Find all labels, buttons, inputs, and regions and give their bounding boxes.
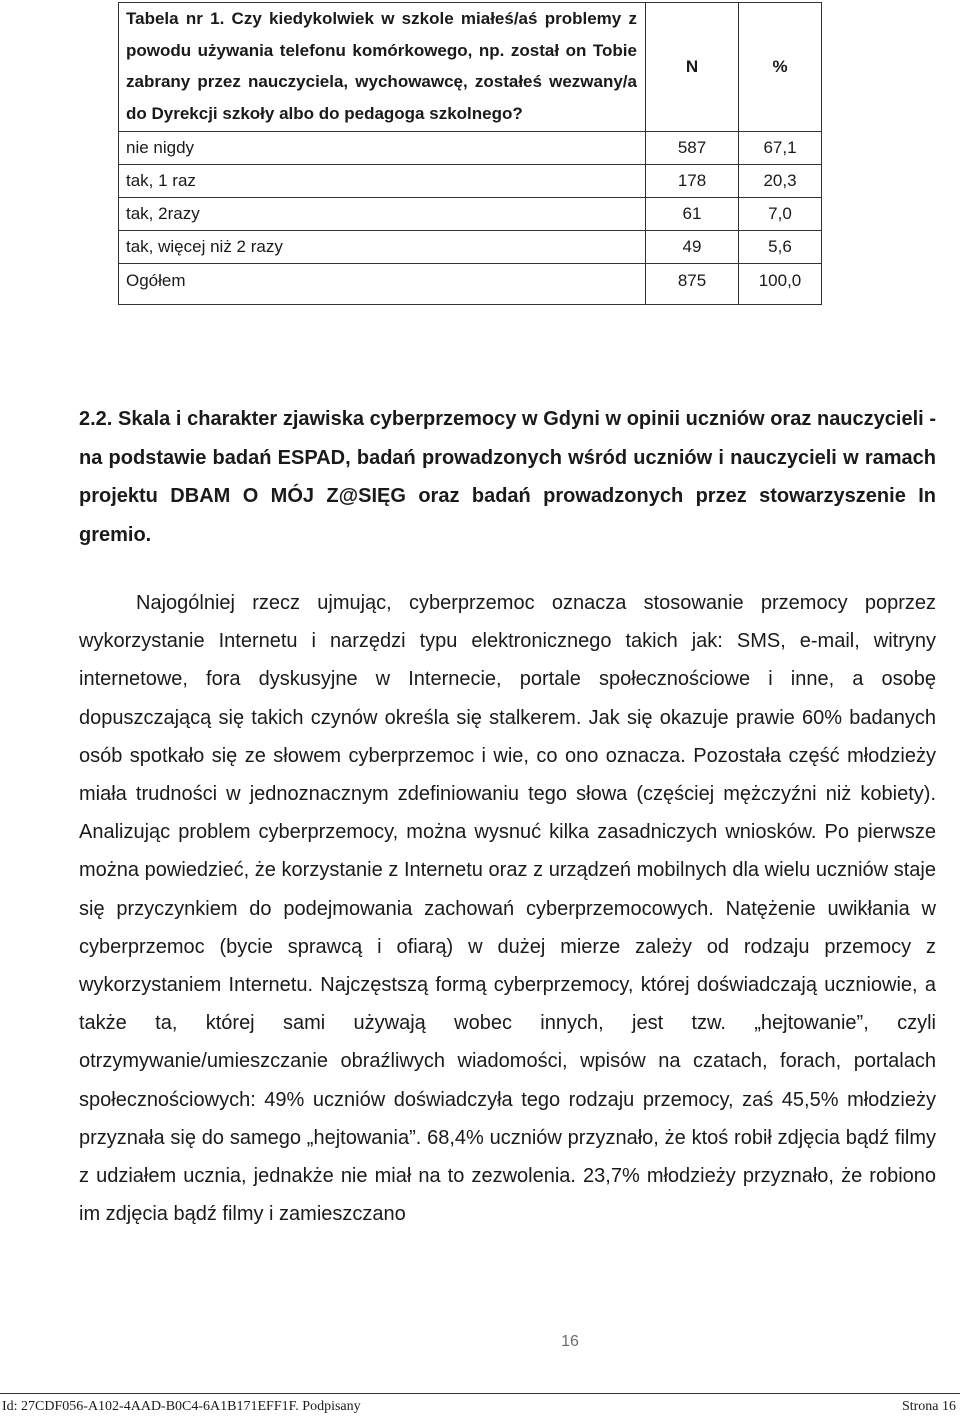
table-header-row: [119, 3, 822, 132]
row-label: tak, 1 raz: [119, 165, 646, 198]
row-count: 178: [646, 165, 739, 198]
row-label: nie nigdy: [119, 132, 646, 165]
table-row: [119, 231, 822, 264]
table-total-row: [119, 264, 822, 305]
row-count: 49: [646, 231, 739, 264]
section-heading: 2.2. Skala i charakter zjawiska cyberprzemocy w Gdyni w opinii uczniów oraz nauczycieli - na podstawie badań ESPAD, badań prowadzonych wśród uczniów i nauczycieli w ramach projektu DBAM O MÓJ Z@SIĘG oraz badań prowadzonych przez stowarzyszenie In gremio.: [79, 408, 936, 546]
survey-table: [118, 2, 822, 305]
footer-page-label: Strona 16: [901, 1399, 956, 1414]
row-percent: 67,1: [739, 132, 822, 165]
page-number: 16: [561, 1333, 579, 1350]
row-count: 875: [646, 264, 739, 305]
row-count: 61: [646, 198, 739, 231]
table-row: [119, 132, 822, 165]
row-label: tak, 2razy: [119, 198, 646, 231]
table-question-header: Tabela nr 1. Czy kiedykolwiek w szkole miałeś/aś problemy z powodu używania telefonu komórkowego, np. został on Tobie zabrany przez nauczyciela, wychowawcę, zostałeś wezwany/a do Dyrekcji szkoły albo do pedagoga szkolnego?: [119, 3, 646, 132]
column-header-n: N: [646, 3, 739, 132]
body-paragraph: Najogólniej rzecz ujmując, cyberprzemoc oznacza stosowanie przemocy poprzez wykorzystanie Internetu i narzędzi typu elektronicznego takich jak: SMS, e-mail, witryny internetowe, fora dyskusyjne w Internecie, portale społecznościowe i inne, a osobę dopuszczającą się takich czynów określa się stalkerem. Jak się okazuje prawie 60% badanych osób spotkało się ze słowem cyberprzemoc i wie, co ono oznacza. Pozostała część młodzieży miała trudności w jednoznacznym zdefiniowaniu tego słowa (częściej mężczyźni niż kobiety). Analizując problem cyberprzemocy, można wysnuć kilka zasadniczych wniosków. Po pierwsze można powiedzieć, że korzystanie z Internetu oraz z urządzeń mobilnych dla wielu uczniów staje się przyczynkiem do podejmowania zachowań cyberprzemocowych. Natężenie uwikłania w cyberprzemoc (bycie sprawcą i ofiarą) w dużej mierze zależy od rodzaju przemocy z wykorzystaniem Internetu. Najczęstszą formą cyberprzemocy, której doświadczają uczniowie, a także ta, której sami używają wobec innych, jest tzw. „hejtowanie”, czyli otrzymywanie/umieszczanie obraźliwych wiadomości, wpisów na czatach, forach, portalach społecznościowych: 49% uczniów doświadczyła tego rodzaju przemocy, zaś 45,5% młodzieży przyznała się do samego „hejtowania”. 68,4% uczniów przyznało, że ktoś robił zdjęcia bądź filmy z udziałem ucznia, jednakże nie miał na to zezwolenia. 23,7% młodzieży przyznało, że robiono im zdjęcia bądź filmy i zamieszczano: [79, 592, 936, 1226]
table-row: [119, 198, 822, 231]
row-percent: 7,0: [739, 198, 822, 231]
table-row: [119, 165, 822, 198]
row-label: tak, więcej niż 2 razy: [119, 231, 646, 264]
row-percent: 20,3: [739, 165, 822, 198]
row-count: 587: [646, 132, 739, 165]
column-header-percent: %: [739, 3, 822, 132]
footer-document-id: Id: 27CDF056-A102-4AAD-B0C4-6A1B171EFF1F. Podpisany: [2, 1399, 361, 1414]
row-percent: 100,0: [739, 264, 822, 305]
row-label: Ogółem: [119, 264, 646, 305]
row-percent: 5,6: [739, 231, 822, 264]
footer-divider: [0, 1393, 960, 1394]
